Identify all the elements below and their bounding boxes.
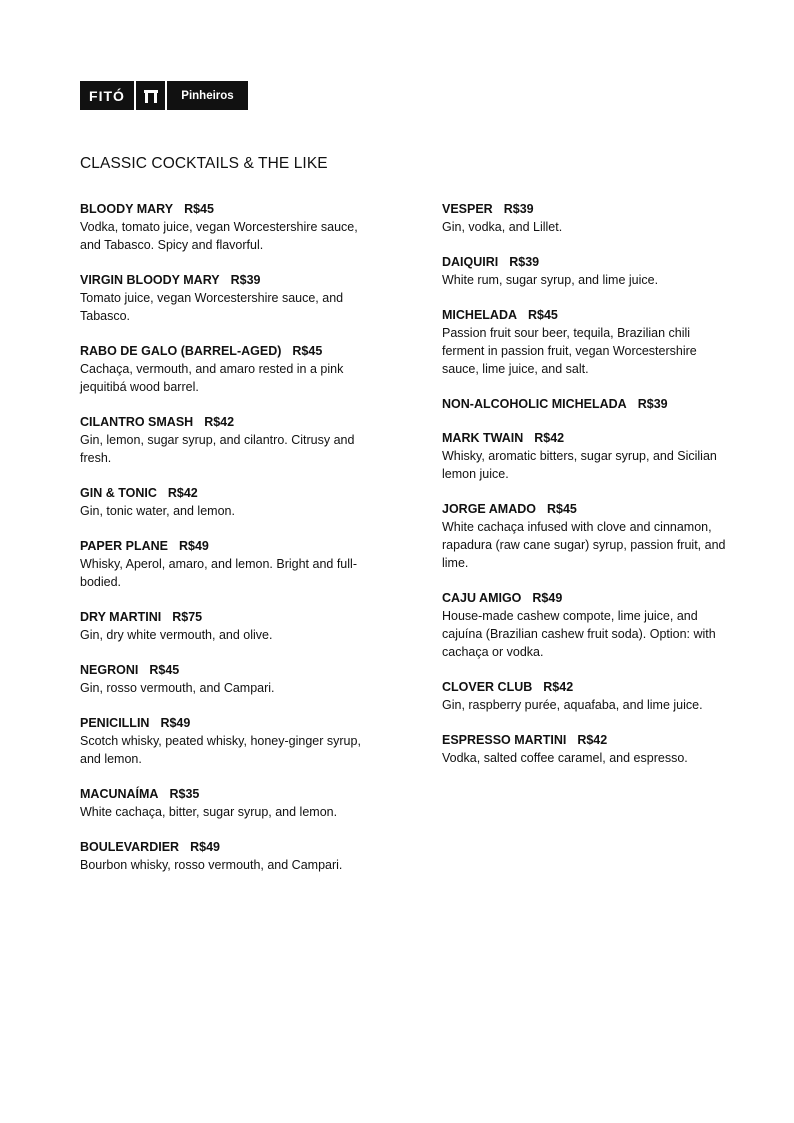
brand-name: FITÓ [80, 81, 134, 110]
item-description: White rum, sugar syrup, and lime juice. [442, 273, 659, 287]
menu-item [80, 662, 365, 697]
item-price: R$39 [637, 397, 668, 411]
item-price: R$35 [169, 787, 200, 801]
item-description: Vodka, salted coffee caramel, and espresso. [442, 751, 688, 765]
item-name: CAJU AMIGO [442, 591, 522, 605]
item-name: VESPER [442, 202, 493, 216]
menu-item [442, 732, 732, 767]
item-price: R$42 [534, 431, 565, 445]
menu-item [442, 590, 732, 661]
item-price: R$45 [528, 308, 558, 322]
item-description: Gin, rosso vermouth, and Campari. [80, 681, 275, 695]
item-price: R$75 [172, 610, 203, 624]
menu-item [80, 272, 365, 325]
item-price: R$39 [503, 202, 534, 216]
item-description: Scotch whisky, peated whisky, honey-ginger syrup, and lemon. [80, 734, 361, 766]
item-description: Passion fruit sour beer, tequila, Brazilian chili ferment in passion fruit, vegan Worcestershire sauce, lime juice, and salt. [442, 326, 697, 376]
item-description: Whisky, aromatic bitters, sugar syrup, and Sicilian lemon juice. [442, 449, 717, 481]
item-price: R$42 [167, 486, 198, 500]
item-description: Gin, tonic water, and lemon. [80, 504, 235, 518]
item-price: R$49 [532, 591, 563, 605]
item-name: PAPER PLANE [80, 539, 168, 553]
item-description: Tomato juice, vegan Worcestershire sauce, and Tabasco. [80, 291, 344, 323]
bar-stool-icon [136, 81, 165, 110]
menu-item [442, 307, 732, 378]
item-name: DRY MARTINI [80, 610, 162, 624]
menu-item [80, 839, 365, 874]
section-title: CLASSIC COCKTAILS & THE LIKE [80, 155, 328, 172]
item-description: House-made cashew compote, lime juice, and cajuína (Brazilian cashew fruit soda). Option: with cachaça or vodka. [442, 609, 716, 659]
menu-item [80, 715, 365, 768]
menu-item [442, 254, 732, 289]
menu-item [442, 201, 732, 236]
item-description: Vodka, tomato juice, vegan Worcestershire sauce, and Tabasco. Spicy and flavorful. [80, 220, 358, 252]
item-price: R$45 [149, 663, 180, 677]
item-price: R$42 [543, 680, 574, 694]
item-price: R$39 [230, 273, 261, 287]
item-price: R$49 [190, 840, 220, 854]
item-description: Gin, dry white vermouth, and olive. [80, 628, 273, 642]
item-name: NON-ALCOHOLIC MICHELADA [442, 397, 627, 411]
brand-logo [80, 81, 248, 110]
item-name: BOULEVARDIER [80, 840, 180, 854]
item-description: White cachaça, bitter, sugar syrup, and lemon. [80, 805, 338, 819]
item-price: R$49 [160, 716, 191, 730]
item-name: GIN & TONIC [80, 486, 157, 500]
item-price: R$42 [577, 733, 608, 747]
menu-item [80, 414, 365, 467]
item-description: Gin, vodka, and Lillet. [442, 220, 563, 234]
menu-item [80, 343, 365, 396]
item-name: NEGRONI [80, 663, 139, 677]
item-description: Cachaça, vermouth, and amaro rested in a pink jequitibá wood barrel. [80, 362, 344, 394]
item-name: DAIQUIRI [442, 255, 499, 269]
item-description: White cachaça infused with clove and cinnamon, rapadura (raw cane sugar) syrup, passion fruit, and lime. [442, 520, 726, 570]
item-description: Bourbon whisky, rosso vermouth, and Campari. [80, 858, 343, 872]
menu-item [442, 679, 732, 714]
menu-column-left [80, 201, 365, 892]
item-name: PENICILLIN [80, 716, 150, 730]
item-description: Whisky, Aperol, amaro, and lemon. Bright and full-bodied. [80, 557, 357, 589]
item-name: ESPRESSO MARTINI [442, 733, 567, 747]
item-name: RABO DE GALO (BARREL-AGED) [80, 344, 282, 358]
item-price: R$45 [292, 344, 323, 358]
item-name: VIRGIN BLOODY MARY [80, 273, 220, 287]
menu-item [80, 201, 365, 254]
menu-column-right [442, 201, 732, 785]
menu-item [80, 609, 365, 644]
item-price: R$39 [509, 255, 540, 269]
menu-item [442, 501, 732, 572]
item-name: CILANTRO SMASH [80, 415, 194, 429]
item-description: Gin, lemon, sugar syrup, and cilantro. Citrusy and fresh. [80, 433, 355, 465]
menu-item [80, 538, 365, 591]
item-name: MICHELADA [442, 308, 517, 322]
menu-item [80, 485, 365, 520]
item-name: CLOVER CLUB [442, 680, 533, 694]
item-name: MACUNAÍMA [80, 787, 159, 801]
item-price: R$49 [178, 539, 209, 553]
menu-item [80, 786, 365, 821]
item-price: R$45 [184, 202, 214, 216]
item-price: R$45 [547, 502, 577, 516]
item-description: Gin, raspberry purée, aquafaba, and lime juice. [442, 698, 703, 712]
item-name: BLOODY MARY [80, 202, 174, 216]
location-label: Pinheiros [167, 81, 248, 110]
item-price: R$42 [204, 415, 235, 429]
menu-item [442, 430, 732, 483]
item-name: JORGE AMADO [442, 502, 536, 516]
item-name: MARK TWAIN [442, 431, 524, 445]
menu-item [442, 396, 732, 412]
